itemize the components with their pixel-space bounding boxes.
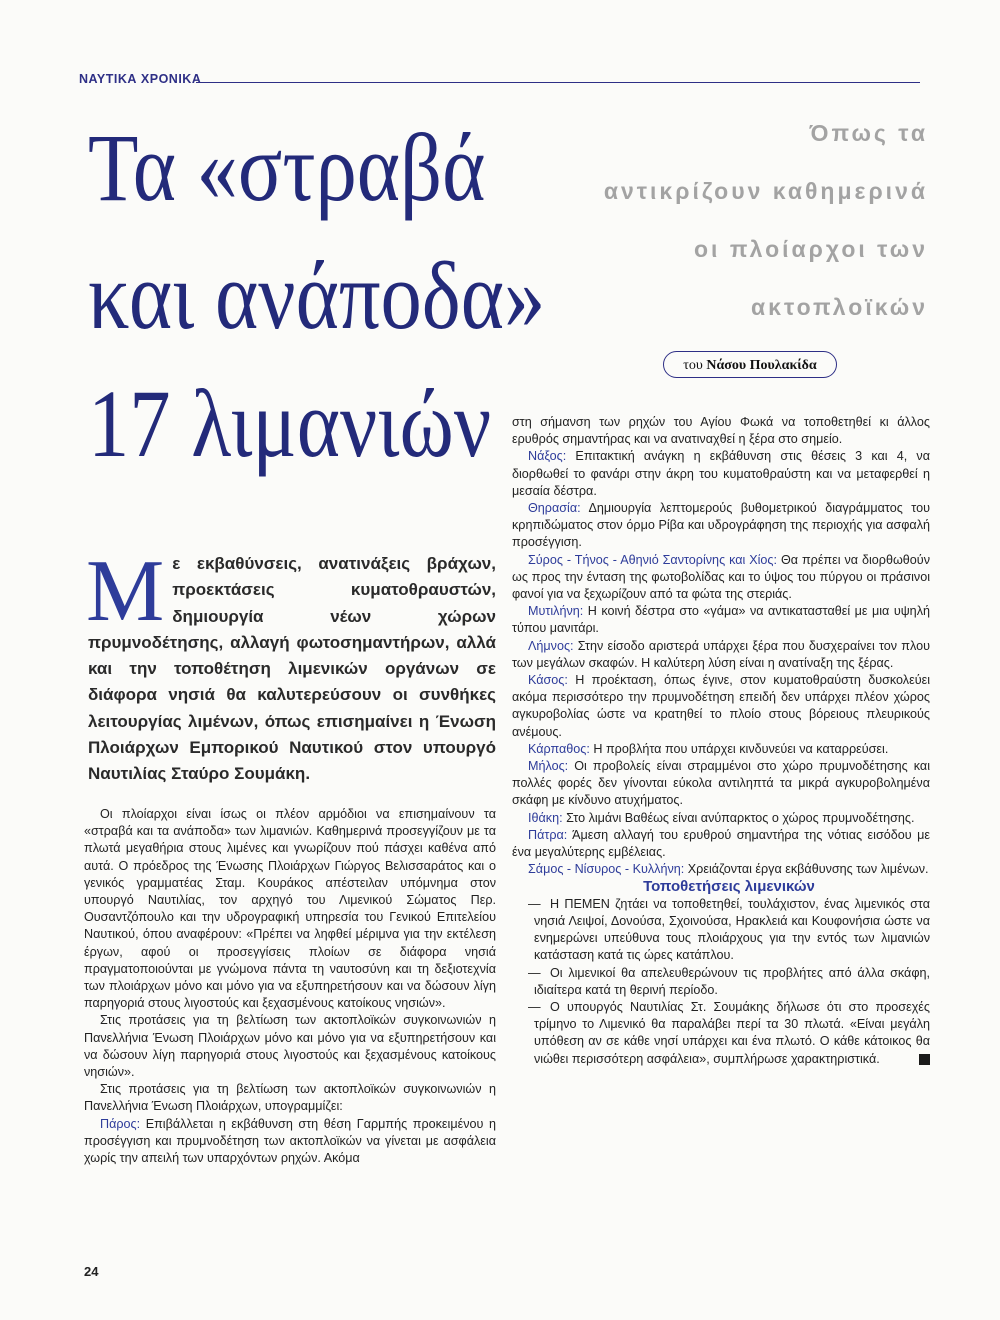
bullet-item	[512, 896, 930, 965]
lead-text: ε εκβαθύνσεις, ανατινάξεις βράχων, προεκτάσεις κυματοθραυστών, δημιουργία νέων χώρων πρυμνοδέτησης, αλλαγή φωτοσημαντήρων, αλλά και την τοποθέτηση λιμενικών οργάνων σε διάφορα νησιά θα καλυτερεύσουν οι συνθήκες λειτουργίας λιμένων, όπως επισημαίνει η Ένωση Πλοιάρχων Εμπορικού Ναυτικού στον υπουργό Ναυτιλίας Σταύρο Σουμάκη.	[88, 554, 496, 784]
island-item	[512, 552, 930, 604]
bullet-dash: —	[528, 896, 541, 911]
page-number: 24	[84, 1264, 99, 1279]
title-line-1: Τα «στραβά	[88, 114, 486, 221]
bullet-text-content: Ο υπουργός Ναυτιλίας Στ. Σουμάκης δήλωσε ότι στο προσεχές τρίμηνο το Λιμενικό θα παραλάβει περί τα 30 πλωτά. «Είναι μεγάλη υπόθεση αν σε κάθε νησί υπάρχει και ένα πλωτό. Ο κάθε κάτοικος θα νιώθει περισσότερη ασφάλεια», συμπλήρωσε χαρακτηριστικά.	[534, 999, 930, 1066]
island-text: Η κοινή δέστρα στο «γάμα» να αντικατασταθεί με μια υψηλή τύπου μανιτάρι.	[512, 604, 930, 636]
island-item	[512, 861, 930, 878]
island-keyword: Πάτρα:	[528, 827, 568, 842]
island-text: Η προέκταση, όπως έγινε, στον κυματοθραύστη δυσκολεύει ακόμα περισσότερο την πρυμνοδέτηση επειδή δεν υπάρχει πλέον χώρος αγκυροβολίας ώστε να κρατηθεί το πλοίο στους βόρειους πλευρικούς ανέμους.	[512, 673, 930, 739]
island-text: Δημιουργία λεπτομερούς βυθομετρικού διαγράμματος του κρηπιδώματος στον όρμο Ρίβα και υδρογράφηση της περιοχής για ασφαλή προσέγγιση.	[512, 501, 930, 550]
article-subtitle	[548, 104, 928, 336]
body-column-right	[512, 414, 930, 1068]
island-item	[512, 810, 930, 827]
drop-cap: Μ	[86, 543, 165, 640]
lead-paragraph	[86, 543, 496, 788]
island-text: Οι προβολείς είναι στραμμένοι στο χώρο πρυμνοδέτησης και πολλές φορές δεν γίνονται εύκολα αντιληπτά τα μικρά αγκυροβολημένα σκάφη με κίνδυνο ατυχήματος.	[512, 759, 930, 808]
island-text: Επιτακτική ανάγκη η εκβάθυνση στις θέσεις 3 και 4, να διορθωθεί το φανάρι στην άκρη του κυματοθραύστη και να μεταφερθεί η μεσαία δέστρα.	[512, 449, 930, 498]
body-paragraph: Στις προτάσεις για τη βελτίωση των ακτοπλοϊκών συγκοινωνιών η Πανελλήνια Ένωση Πλοιάρχων μόνο και μόνο για να εξυπηρετήσουν και να δώσουν λίγη παρηγοριά στους λιγοστούς και ξεχασμένους κατοίκους νησιών».	[84, 1013, 496, 1080]
island-keyword: Σύρος - Τήνος - Αθηνιό Σαντορίνης και Χίος:	[528, 552, 778, 567]
island-item	[512, 672, 930, 741]
body-paragraph	[84, 1116, 496, 1168]
subtitle-line-2: αντικρίζουν καθημερινά	[603, 178, 928, 204]
island-keyword: Λήμνος:	[528, 638, 574, 653]
subtitle-line-4: ακτοπλοϊκών	[751, 294, 928, 320]
island-item	[512, 448, 930, 500]
body-paragraph: Οι πλοίαρχοι είναι ίσως οι πλέον αρμόδιοι να επισημαίνουν τα «στραβά και τα ανάποδα» των λιμανιών. Καθημερινά προσεγγίζουν με τα πλωτά μεγαθήρια στους λιμένες και γνωρίζουν πού πάσχει καθένα από αυτά. Ο πρόεδρος της Ένωσης Πλοιάρχων Γιώργος Βελισσαράτος και ο γενικός γραμματέας Σταμ. Κουράκος απέστειλαν υπόμνημα στον υπουργό Ναυτιλίας, τον αρχηγό του Λιμενικού Σώματος Περ. Ουσαντζόπουλο και την υδρογραφική υπηρεσία του Γενικού Επιτελείου Ναυτικού, όπου αναφέρουν: «Πρέπει να ληφθεί μέριμνα για την εκτέλεση έργων, αφού οι προσεγγίσεις πλοίων σε διάφορα νησιά πραγματοποιούνται με γνώμονα πάντα τη ναυτοσύνη και τη δεξιοτεχνία των πλοιάρχων μόνο και μόνο για να εξυπηρετήσουν και να δώσουν λίγη παρηγοριά στους λιγοστούς και ξεχασμένους κατοίκους νησιών».	[84, 807, 496, 1011]
island-keyword: Μυτιλήνη:	[528, 604, 584, 619]
subtitle-line-3: οι πλοίαρχοι των	[694, 236, 928, 262]
island-text: Η προβλήτα που υπάρχει κινδυνεύει να καταρρεύσει.	[589, 741, 889, 756]
island-keyword: Πάρος:	[100, 1116, 141, 1131]
bullet-dash: —	[528, 965, 541, 980]
end-mark-icon	[919, 1054, 930, 1065]
island-item	[512, 500, 930, 552]
header-rule	[196, 82, 920, 83]
body-column-left	[84, 806, 496, 1167]
section-label: ΝΑΥΤΙΚΑ ΧΡΟΝΙΚΑ	[79, 72, 202, 86]
body-paragraph: Στις προτάσεις για τη βελτίωση των ακτοπλοϊκών συγκοινωνιών η Πανελλήνια Ένωση Πλοιάρχων, υπογραμμίζει:	[84, 1082, 496, 1114]
island-text: Στην είσοδο αριστερά υπάρχει ξέρα που δυσχεραίνει τον πλου των μεγάλων σκαφών. Η καλύτερη λύση είναι η ανατίναξη της ξέρας.	[512, 638, 930, 670]
article-title	[88, 104, 558, 488]
island-keyword: Μήλος:	[528, 759, 569, 774]
island-item	[512, 638, 930, 672]
byline-author: Νάσου Πουλακίδα	[706, 358, 817, 373]
island-item	[512, 741, 930, 758]
island-keyword: Θηρασία:	[528, 501, 581, 516]
title-line-2: και ανάποδα»	[88, 242, 546, 349]
island-item	[512, 827, 930, 861]
bullet-item	[512, 999, 930, 1068]
island-list	[512, 448, 930, 878]
bullet-list	[512, 896, 930, 1068]
island-keyword: Κάσος:	[528, 673, 568, 688]
island-keyword: Σάμος - Νίσυρος - Κυλλήνη:	[528, 862, 685, 877]
bullet-text: Η ΠΕΜΕΝ ζητάει να τοποθετηθεί, τουλάχιστον, ένας λιμενικός στα νησιά Λειψοί, Δονούσα, Σχοινούσα, Ηρακλειά και Κουφονήσια ώστε να ενημερώνει υπεύθυνα τους πλοιάρχους για την εντός των λιμανιών κατάσταση κατά τις ώρες κατάπλου.	[534, 896, 930, 963]
island-item	[512, 603, 930, 637]
island-keyword: Ιθάκη:	[528, 810, 563, 825]
bullet-item	[512, 965, 930, 999]
island-text: Στο λιμάνι Βαθέως είναι ανύπαρκτος ο χώρος πρυμνοδέτησης.	[562, 810, 915, 825]
island-text: Θα πρέπει να διορθωθούν ως προς την ένταση της φωτοβολίδας και το ύψος του πύργου οι πράσινοι φανοί για να ξεχωρίζουν από τα φώτα της στεριάς.	[512, 552, 930, 602]
island-text: Χρειάζονται έργα εκβάθυνσης των λιμένων.	[684, 862, 929, 877]
body-paragraph: στη σήμανση των ρηχών του Αγίου Φωκά να τοποθετηθεί κι άλλος ερυθρός σημαντήρας και να ανατιναχθεί η ξέρα στο σημείο.	[512, 415, 930, 447]
subtitle-line-1: Όπως τα	[809, 120, 928, 146]
bullet-dash: —	[528, 999, 541, 1014]
section-heading: Τοποθετήσεις λιμενικών	[643, 878, 815, 896]
island-keyword: Νάξος:	[528, 449, 567, 464]
island-item	[512, 758, 930, 810]
paragraph-text: Επιβάλλεται η εκβάθυνση στη θέση Γαρμπής προκειμένου η προσέγγιση και πρυμνοδέτηση των ακτοπλοϊκών να γίνεται με ασφάλεια χωρίς την απειλή των υπαρχόντων ρηχών. Ακόμα	[84, 1116, 496, 1166]
title-line-3: 17 λιμανιών	[88, 370, 492, 477]
bullet-text: Οι λιμενικοί θα απελευθερώνουν τις προβλήτες από άλλα σκάφη, ιδιαίτερα κατά τη θερινή περίοδο.	[534, 965, 930, 997]
bullet-text	[534, 999, 930, 1068]
byline	[663, 351, 837, 378]
byline-prefix: του	[683, 358, 703, 373]
island-keyword: Κάρπαθος:	[528, 741, 590, 756]
island-text: Άμεση αλλαγή του ερυθρού σημαντήρα της νότιας εισόδου με ένα μεγαλύτερης εμβέλειας.	[512, 827, 930, 860]
